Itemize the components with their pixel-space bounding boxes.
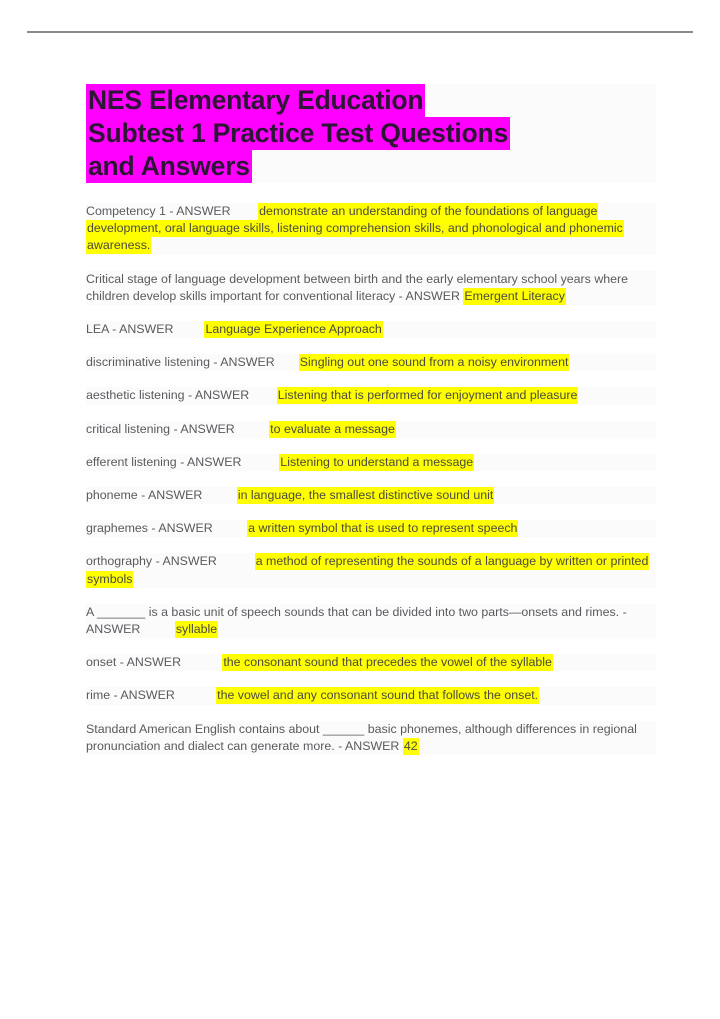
qa-question: Standard American English contains about ______ basic phonemes, although differences in regional pronunciation and dialect can generate more. - ANSWER	[86, 721, 637, 753]
qa-question: onset - ANSWER	[86, 655, 182, 670]
qa-answer: Listening to understand a message	[280, 454, 474, 469]
qa-question: LEA - ANSWER	[86, 322, 174, 337]
page-title-line-3: and Answers	[88, 151, 250, 181]
qa-entry	[86, 321, 656, 338]
qa-entry	[86, 271, 656, 305]
qa-list	[86, 203, 656, 755]
qa-question: graphemes - ANSWER	[86, 521, 213, 536]
qa-entry	[86, 387, 656, 404]
page-title	[86, 84, 656, 183]
qa-question: orthography - ANSWER	[86, 554, 217, 569]
qa-answer: in language, the smallest distinctive sound unit	[237, 488, 494, 503]
qa-question: phoneme - ANSWER	[86, 488, 203, 503]
qa-entry	[86, 487, 656, 504]
qa-answer: Singling out one sound from a noisy environment	[299, 355, 569, 370]
qa-entry	[86, 203, 656, 255]
qa-question: Critical stage of language development between birth and the early elementary school years where children develop skills important for conventional literacy - ANSWER	[86, 271, 629, 303]
qa-answer: to evaluate a message	[270, 421, 395, 436]
qa-answer: a method of representing the sounds of a language by written or printed symbols	[87, 554, 649, 586]
qa-gap	[275, 354, 299, 371]
qa-answer: 42	[403, 738, 418, 753]
qa-gap	[231, 203, 259, 220]
qa-gap	[181, 654, 222, 671]
qa-answer: Emergent Literacy	[464, 288, 565, 303]
qa-entry	[86, 553, 656, 587]
qa-gap	[235, 421, 269, 438]
page-title-line-1: NES Elementary Education	[88, 85, 424, 115]
qa-gap	[175, 687, 216, 704]
qa-question: Competency 1 - ANSWER	[86, 204, 231, 218]
qa-question: discriminative listening - ANSWER	[86, 355, 275, 370]
qa-question: aesthetic listening - ANSWER	[86, 388, 250, 403]
document-content	[86, 84, 656, 755]
qa-answer: Language Experience Approach	[205, 322, 382, 337]
qa-gap	[213, 520, 247, 537]
qa-gap	[202, 487, 236, 504]
qa-entry	[86, 454, 656, 471]
qa-answer: demonstrate an understanding of the foundations of language development, oral language skills, listening comprehension skills, and phonological and phonemic awareness.	[87, 204, 623, 253]
page-title-line-2: Subtest 1 Practice Test Questions	[88, 118, 508, 148]
qa-question: critical listening - ANSWER	[86, 421, 235, 436]
qa-answer: syllable	[175, 622, 218, 637]
qa-answer: Listening that is performed for enjoyment and pleasure	[277, 388, 578, 403]
qa-answer: a written symbol that is used to represent speech	[248, 521, 518, 536]
qa-entry	[86, 721, 656, 755]
qa-question: A _______ is a basic unit of speech sounds that can be divided into two parts—onsets and rimes. - ANSWER	[86, 604, 627, 637]
qa-gap	[217, 553, 255, 570]
qa-question: efferent listening - ANSWER	[86, 454, 242, 469]
qa-entry	[86, 421, 656, 438]
qa-entry	[86, 654, 656, 671]
qa-gap	[140, 621, 174, 638]
qa-gap	[249, 387, 277, 404]
qa-entry	[86, 354, 656, 371]
qa-gap	[241, 454, 279, 471]
qa-entry	[86, 687, 656, 704]
qa-answer: the consonant sound that precedes the vowel of the syllable	[223, 655, 552, 670]
header-divider-rule	[27, 31, 693, 33]
qa-entry	[86, 520, 656, 537]
qa-gap	[173, 321, 204, 338]
qa-question: rime - ANSWER	[86, 688, 175, 703]
qa-answer: the vowel and any consonant sound that follows the onset.	[217, 688, 539, 703]
qa-entry	[86, 604, 656, 638]
